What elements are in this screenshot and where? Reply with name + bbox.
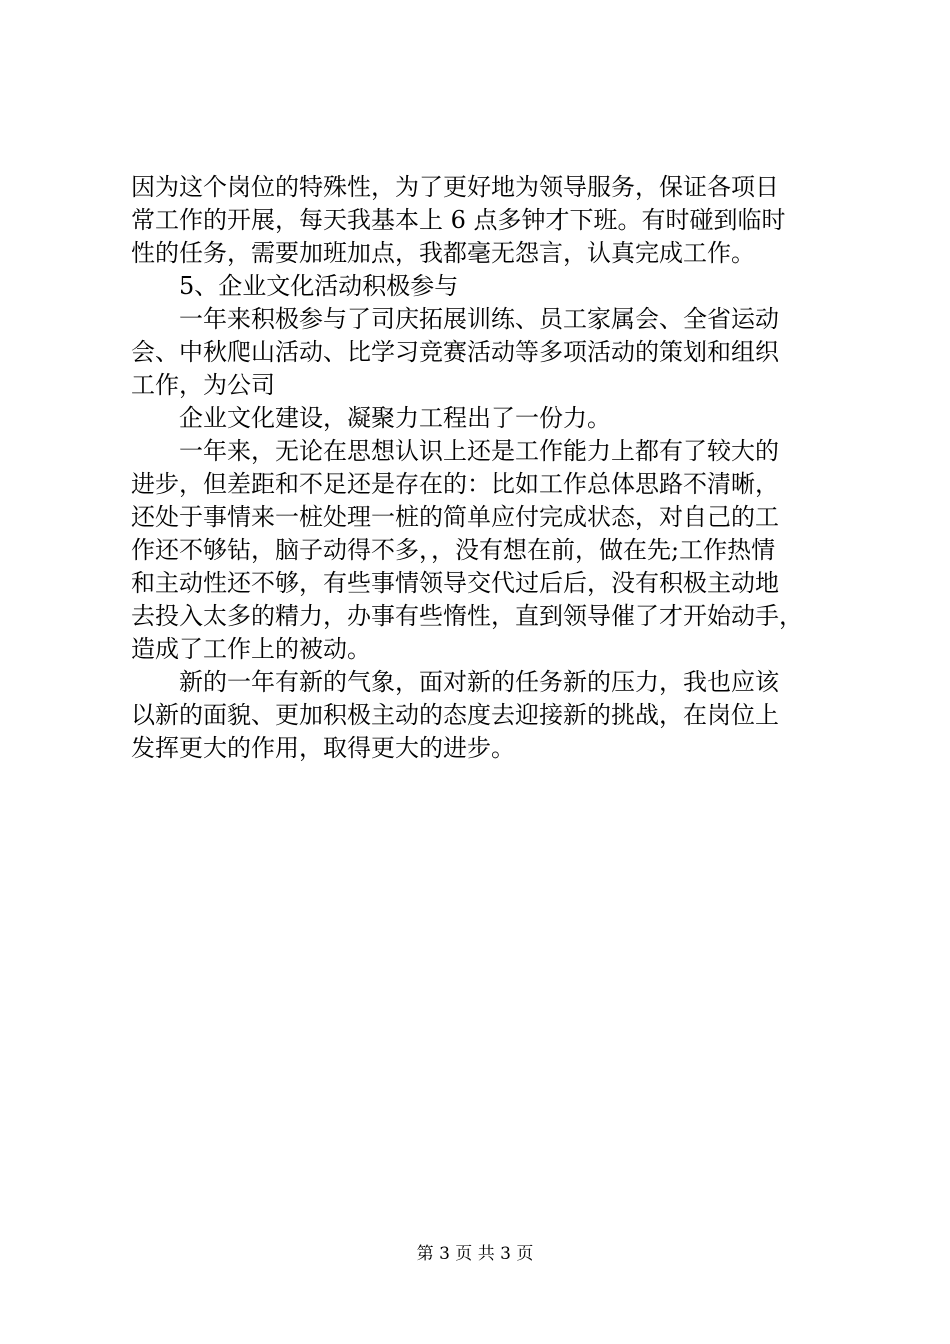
text-line: 一年来积极参与了司庆拓展训练、员工家属会、全省运动 <box>179 305 779 333</box>
text-line: 进步，但差距和不足还是存在的：比如工作总体思路不清晰， <box>131 470 779 498</box>
text-line: 发挥更大的作用，取得更大的进步。 <box>131 734 515 762</box>
document-body <box>131 171 831 765</box>
text-line: 工作，为公司 <box>131 371 275 399</box>
page-number-footer: 第 3 页 共 3 页 <box>416 1244 534 1264</box>
text-line: 以新的面貌、更加积极主动的态度去迎接新的挑战，在岗位上 <box>131 701 779 729</box>
text-line: 去投入太多的精力，办事有些惰性，直到领导催了才开始动手， <box>131 602 803 630</box>
text-line: 还处于事情来一桩处理一桩的简单应付完成状态，对自己的工 <box>131 503 779 531</box>
text-line: 5、企业文化活动积极参与 <box>179 272 459 300</box>
text-line: 因为这个岗位的特殊性，为了更好地为领导服务，保证各项日 <box>131 173 779 201</box>
text-line: 常工作的开展，每天我基本上 6 点多钟才下班。有时碰到临时 <box>131 206 786 234</box>
text-line: 会、中秋爬山活动、比学习竞赛活动等多项活动的策划和组织 <box>131 338 779 366</box>
text-line: 新的一年有新的气象，面对新的任务新的压力，我也应该 <box>179 668 779 696</box>
text-line: 作还不够钻，脑子动得不多，，没有想在前，做在先;工作热情 <box>131 536 776 564</box>
text-line: 一年来，无论在思想认识上还是工作能力上都有了较大的 <box>179 437 779 465</box>
text-line: 企业文化建设，凝聚力工程出了一份力。 <box>179 404 611 432</box>
text-line: 性的任务，需要加班加点，我都毫无怨言，认真完成工作。 <box>131 239 755 267</box>
text-line: 和主动性还不够，有些事情领导交代过后后，没有积极主动地 <box>131 569 779 597</box>
text-line: 造成了工作上的被动。 <box>131 635 371 663</box>
